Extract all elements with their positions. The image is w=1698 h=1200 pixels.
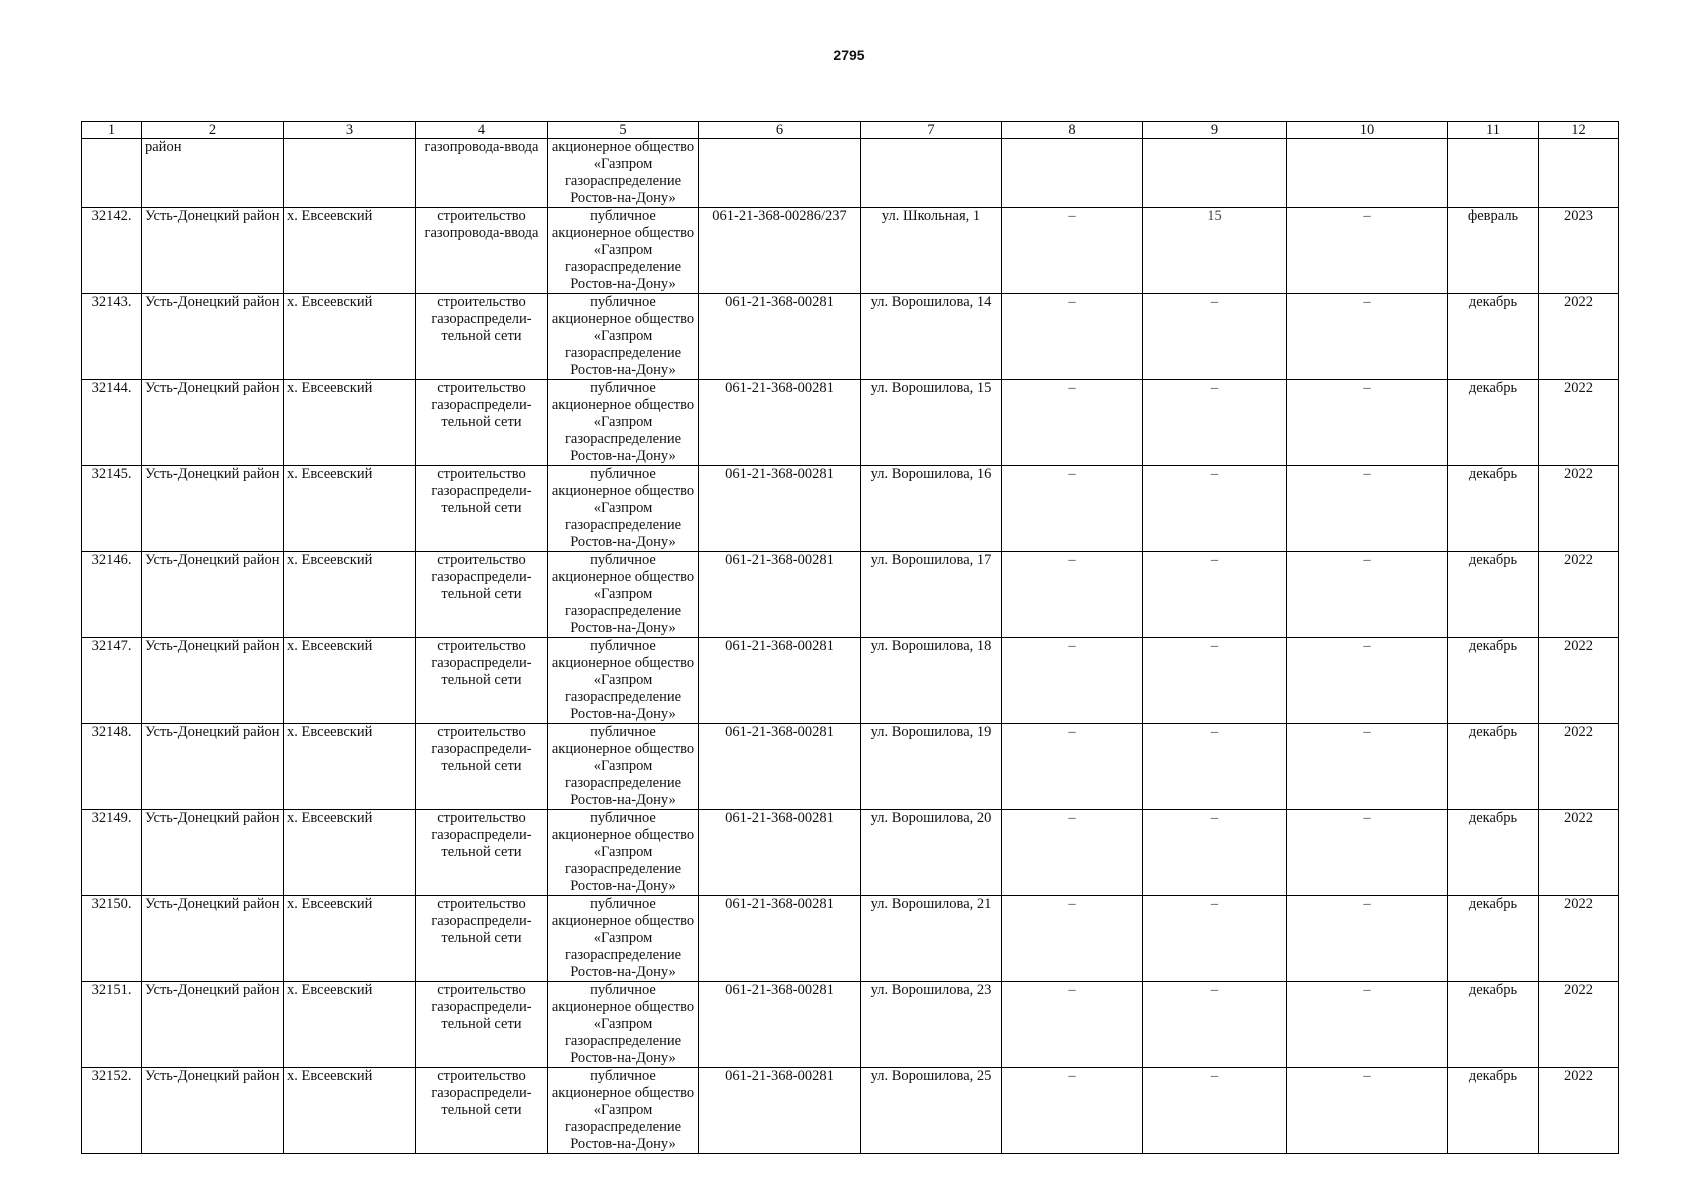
cell-code: 061-21-368-00281	[699, 724, 861, 810]
cell-col-9: 15	[1143, 208, 1287, 294]
cell-address: ул. Школьная, 1	[861, 208, 1002, 294]
cell-district: Усть-Донецкий район	[142, 810, 284, 896]
cell-col-10: –	[1287, 208, 1448, 294]
cell-locality	[284, 139, 416, 208]
cell-locality: х. Евсеевский	[284, 638, 416, 724]
cell-col-10: –	[1287, 552, 1448, 638]
cell-owner: акционерное общество «Газпром газораспределение Ростов-на-Дону»	[548, 139, 699, 208]
cell-year: 2022	[1539, 638, 1619, 724]
cell-owner: публичное акционерное общество «Газпром газораспределение Ростов-на-Дону»	[548, 982, 699, 1068]
cell-col-9: –	[1143, 810, 1287, 896]
table-header	[82, 122, 1619, 139]
cell-number: 32148.	[82, 724, 142, 810]
cell-year: 2022	[1539, 1068, 1619, 1154]
cell-col-9: –	[1143, 638, 1287, 724]
cell-col-8: –	[1002, 294, 1143, 380]
cell-locality: х. Евсеевский	[284, 466, 416, 552]
cell-col-9: –	[1143, 724, 1287, 810]
cell-col-9: –	[1143, 1068, 1287, 1154]
cell-address: ул. Ворошилова, 21	[861, 896, 1002, 982]
cell-year: 2022	[1539, 982, 1619, 1068]
cell-number: 32152.	[82, 1068, 142, 1154]
cell-locality: х. Евсеевский	[284, 982, 416, 1068]
cell-year: 2023	[1539, 208, 1619, 294]
cell-col-10: –	[1287, 380, 1448, 466]
cell-owner: публичное акционерное общество «Газпром газораспределение Ростов-на-Дону»	[548, 380, 699, 466]
cell-number: 32149.	[82, 810, 142, 896]
cell-district: Усть-Донецкий район	[142, 638, 284, 724]
cell-locality: х. Евсеевский	[284, 208, 416, 294]
cell-month: декабрь	[1448, 810, 1539, 896]
cell-address: ул. Ворошилова, 25	[861, 1068, 1002, 1154]
cell-owner: публичное акционерное общество «Газпром газораспределение Ростов-на-Дону»	[548, 208, 699, 294]
cell-code: 061-21-368-00281	[699, 466, 861, 552]
cell-col-10: –	[1287, 724, 1448, 810]
cell-month: декабрь	[1448, 638, 1539, 724]
cell-col-8: –	[1002, 466, 1143, 552]
cell-col-9: –	[1143, 552, 1287, 638]
cell-owner: публичное акционерное общество «Газпром газораспределение Ростов-на-Дону»	[548, 810, 699, 896]
column-header: 10	[1287, 122, 1448, 139]
cell-year: 2022	[1539, 466, 1619, 552]
cell-work-type: строительство газопровода-ввода	[416, 208, 548, 294]
cell-number: 32151.	[82, 982, 142, 1068]
cell-code: 061-21-368-00286/237	[699, 208, 861, 294]
cell-address: ул. Ворошилова, 17	[861, 552, 1002, 638]
cell-owner: публичное акционерное общество «Газпром газораспределение Ростов-на-Дону»	[548, 896, 699, 982]
cell-month: декабрь	[1448, 552, 1539, 638]
table-row	[82, 982, 1619, 1068]
cell-work-type: строительство газораспредели-тельной сети	[416, 638, 548, 724]
cell-owner: публичное акционерное общество «Газпром газораспределение Ростов-на-Дону»	[548, 638, 699, 724]
cell-owner: публичное акционерное общество «Газпром газораспределение Ростов-на-Дону»	[548, 724, 699, 810]
cell-number: 32146.	[82, 552, 142, 638]
cell-address: ул. Ворошилова, 19	[861, 724, 1002, 810]
cell-number	[82, 139, 142, 208]
cell-address: ул. Ворошилова, 23	[861, 982, 1002, 1068]
cell-address: ул. Ворошилова, 20	[861, 810, 1002, 896]
cell-code: 061-21-368-00281	[699, 810, 861, 896]
cell-col-10: –	[1287, 810, 1448, 896]
cell-month: декабрь	[1448, 982, 1539, 1068]
cell-district: Усть-Донецкий район	[142, 552, 284, 638]
table-row	[82, 552, 1619, 638]
cell-col-10: –	[1287, 638, 1448, 724]
cell-number: 32145.	[82, 466, 142, 552]
cell-address: ул. Ворошилова, 16	[861, 466, 1002, 552]
column-header: 6	[699, 122, 861, 139]
cell-year: 2022	[1539, 380, 1619, 466]
cell-district: Усть-Донецкий район	[142, 724, 284, 810]
cell-year: 2022	[1539, 810, 1619, 896]
cell-col-8	[1002, 139, 1143, 208]
cell-work-type: строительство газораспредели-тельной сети	[416, 810, 548, 896]
cell-month: декабрь	[1448, 380, 1539, 466]
cell-year: 2022	[1539, 724, 1619, 810]
cell-col-9: –	[1143, 982, 1287, 1068]
cell-month	[1448, 139, 1539, 208]
table-body	[82, 139, 1619, 1154]
column-header: 7	[861, 122, 1002, 139]
cell-month: декабрь	[1448, 724, 1539, 810]
cell-address: ул. Ворошилова, 15	[861, 380, 1002, 466]
cell-col-8: –	[1002, 638, 1143, 724]
cell-code: 061-21-368-00281	[699, 380, 861, 466]
cell-col-10	[1287, 139, 1448, 208]
cell-code: 061-21-368-00281	[699, 638, 861, 724]
cell-code: 061-21-368-00281	[699, 552, 861, 638]
cell-work-type: строительство газораспредели-тельной сети	[416, 294, 548, 380]
table-row	[82, 810, 1619, 896]
cell-address	[861, 139, 1002, 208]
cell-col-10: –	[1287, 294, 1448, 380]
cell-col-9	[1143, 139, 1287, 208]
table-row	[82, 1068, 1619, 1154]
cell-col-9: –	[1143, 294, 1287, 380]
cell-number: 32142.	[82, 208, 142, 294]
cell-owner: публичное акционерное общество «Газпром газораспределение Ростов-на-Дону»	[548, 552, 699, 638]
cell-col-8: –	[1002, 380, 1143, 466]
cell-month: декабрь	[1448, 896, 1539, 982]
cell-month: декабрь	[1448, 294, 1539, 380]
cell-number: 32143.	[82, 294, 142, 380]
cell-year: 2022	[1539, 294, 1619, 380]
table-row	[82, 208, 1619, 294]
cell-code	[699, 139, 861, 208]
cell-code: 061-21-368-00281	[699, 982, 861, 1068]
column-header: 2	[142, 122, 284, 139]
cell-work-type: строительство газораспредели-тельной сети	[416, 552, 548, 638]
cell-work-type: строительство газораспредели-тельной сети	[416, 896, 548, 982]
cell-col-9: –	[1143, 466, 1287, 552]
cell-district: Усть-Донецкий район	[142, 380, 284, 466]
cell-locality: х. Евсеевский	[284, 810, 416, 896]
cell-year: 2022	[1539, 896, 1619, 982]
cell-col-8: –	[1002, 1068, 1143, 1154]
cell-code: 061-21-368-00281	[699, 896, 861, 982]
cell-address: ул. Ворошилова, 14	[861, 294, 1002, 380]
column-header: 1	[82, 122, 142, 139]
cell-locality: х. Евсеевский	[284, 552, 416, 638]
cell-locality: х. Евсеевский	[284, 896, 416, 982]
cell-col-9: –	[1143, 380, 1287, 466]
cell-col-10: –	[1287, 466, 1448, 552]
cell-col-10: –	[1287, 896, 1448, 982]
cell-owner: публичное акционерное общество «Газпром газораспределение Ростов-на-Дону»	[548, 294, 699, 380]
table-row	[82, 638, 1619, 724]
cell-year: 2022	[1539, 552, 1619, 638]
cell-work-type: газопровода-ввода	[416, 139, 548, 208]
cell-district: Усть-Донецкий район	[142, 466, 284, 552]
cell-district: Усть-Донецкий район	[142, 982, 284, 1068]
cell-work-type: строительство газораспредели-тельной сети	[416, 724, 548, 810]
column-header: 12	[1539, 122, 1619, 139]
column-header: 9	[1143, 122, 1287, 139]
data-table	[81, 121, 1619, 1154]
cell-col-8: –	[1002, 810, 1143, 896]
cell-col-8: –	[1002, 724, 1143, 810]
cell-locality: х. Евсеевский	[284, 294, 416, 380]
column-header: 8	[1002, 122, 1143, 139]
cell-district: Усть-Донецкий район	[142, 896, 284, 982]
cell-month: декабрь	[1448, 1068, 1539, 1154]
cell-col-8: –	[1002, 896, 1143, 982]
cell-locality: х. Евсеевский	[284, 724, 416, 810]
column-header: 11	[1448, 122, 1539, 139]
cell-col-8: –	[1002, 982, 1143, 1068]
cell-col-10: –	[1287, 1068, 1448, 1154]
table-row	[82, 139, 1619, 208]
page-number: 2795	[833, 47, 865, 63]
cell-month: декабрь	[1448, 466, 1539, 552]
column-header: 5	[548, 122, 699, 139]
table-row	[82, 380, 1619, 466]
table-row	[82, 896, 1619, 982]
cell-col-8: –	[1002, 208, 1143, 294]
cell-month: февраль	[1448, 208, 1539, 294]
cell-col-10: –	[1287, 982, 1448, 1068]
table-row	[82, 466, 1619, 552]
cell-col-8: –	[1002, 552, 1143, 638]
cell-locality: х. Евсеевский	[284, 380, 416, 466]
cell-district: район	[142, 139, 284, 208]
cell-district: Усть-Донецкий район	[142, 208, 284, 294]
table-row	[82, 294, 1619, 380]
cell-address: ул. Ворошилова, 18	[861, 638, 1002, 724]
cell-number: 32144.	[82, 380, 142, 466]
cell-col-9: –	[1143, 896, 1287, 982]
cell-owner: публичное акционерное общество «Газпром газораспределение Ростов-на-Дону»	[548, 1068, 699, 1154]
cell-district: Усть-Донецкий район	[142, 294, 284, 380]
cell-code: 061-21-368-00281	[699, 294, 861, 380]
cell-locality: х. Евсеевский	[284, 1068, 416, 1154]
table-row	[82, 724, 1619, 810]
cell-number: 32150.	[82, 896, 142, 982]
column-header: 4	[416, 122, 548, 139]
cell-work-type: строительство газораспредели-тельной сети	[416, 982, 548, 1068]
cell-district: Усть-Донецкий район	[142, 1068, 284, 1154]
cell-work-type: строительство газораспредели-тельной сети	[416, 380, 548, 466]
column-header: 3	[284, 122, 416, 139]
cell-year	[1539, 139, 1619, 208]
cell-work-type: строительство газораспредели-тельной сети	[416, 1068, 548, 1154]
header-row	[82, 122, 1619, 139]
cell-code: 061-21-368-00281	[699, 1068, 861, 1154]
cell-number: 32147.	[82, 638, 142, 724]
cell-work-type: строительство газораспредели-тельной сети	[416, 466, 548, 552]
cell-owner: публичное акционерное общество «Газпром газораспределение Ростов-на-Дону»	[548, 466, 699, 552]
